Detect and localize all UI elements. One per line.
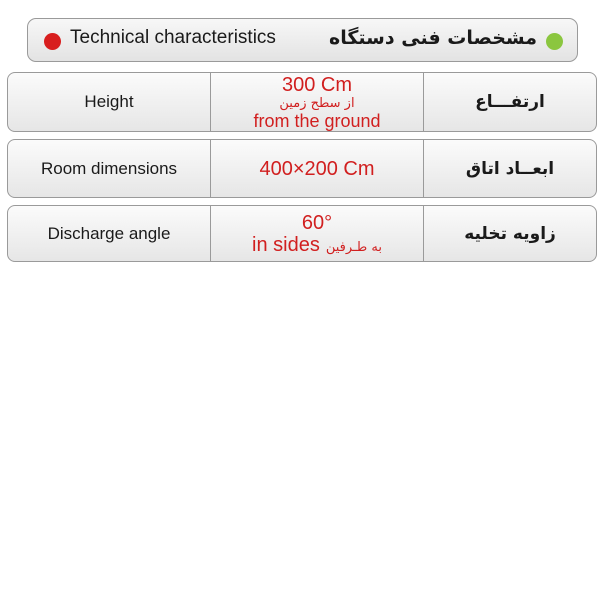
- row-room-dimensions: [7, 139, 597, 198]
- red-dot-icon: [44, 33, 61, 50]
- value-persian: به طـرفین: [325, 239, 382, 255]
- value-main: 400×200 Cm: [259, 157, 375, 180]
- value-cell: [210, 206, 424, 261]
- value-english: in sides: [252, 233, 320, 256]
- row-discharge-angle: [7, 205, 597, 262]
- value-main: 300 Cm: [281, 73, 353, 96]
- value-sides: [252, 234, 382, 256]
- value-main: 60°: [301, 211, 333, 234]
- green-dot-icon: [546, 33, 563, 50]
- title-english: Technical characteristics: [70, 27, 276, 48]
- value-cell: [210, 73, 424, 131]
- label-persian: ارتفـــاع: [475, 92, 545, 112]
- label-english: Discharge angle: [47, 223, 171, 243]
- label-english: Room dimensions: [40, 158, 178, 178]
- label-english: Height: [84, 92, 134, 111]
- row-height: [7, 72, 597, 132]
- title-persian: مشخصات فنی دستگاه: [329, 27, 537, 49]
- value-english: from the ground: [253, 110, 381, 131]
- label-persian: زاویه تخلیه: [464, 223, 556, 244]
- header-bar: [27, 18, 578, 62]
- value-persian: از سطح زمین: [279, 95, 355, 111]
- value-cell: [210, 140, 424, 197]
- label-persian: ابعــاد اتاق: [465, 158, 555, 179]
